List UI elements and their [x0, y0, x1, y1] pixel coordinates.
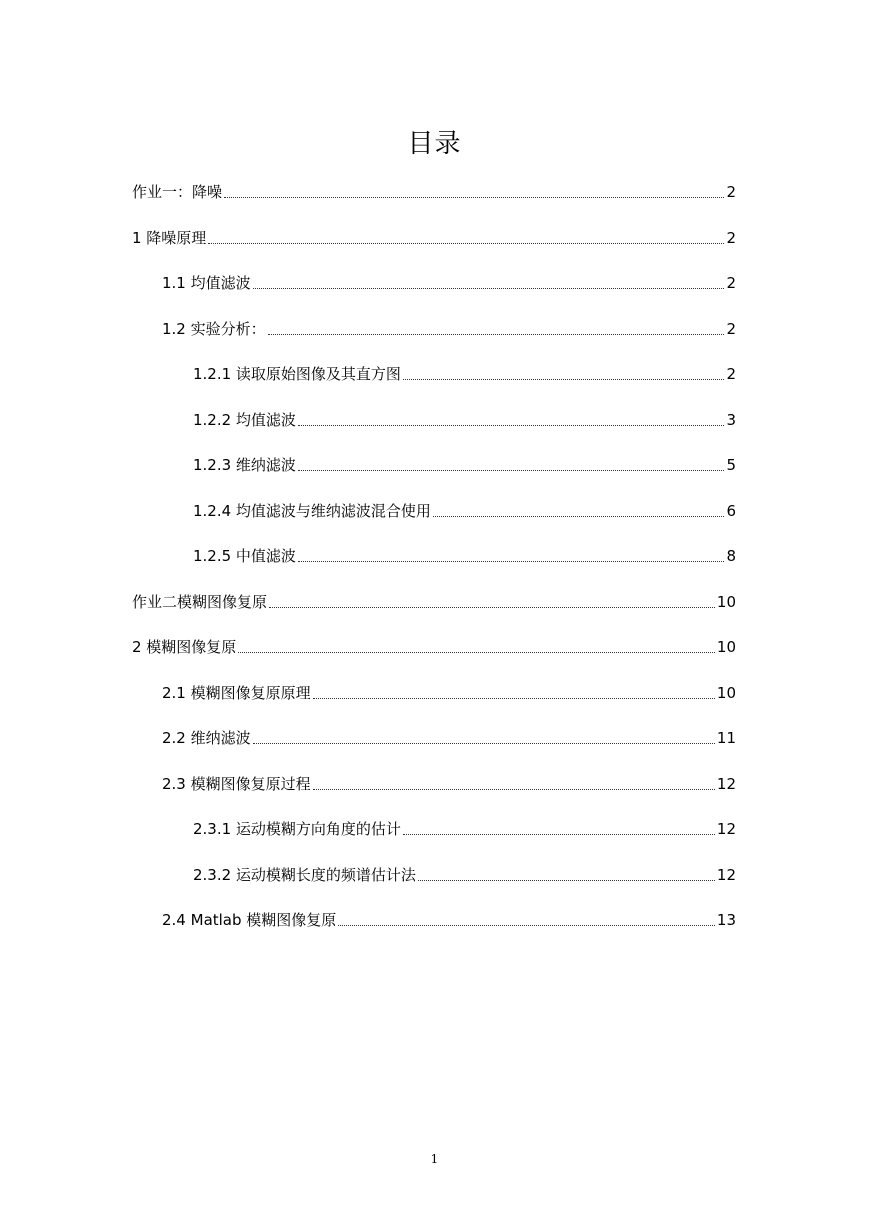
toc-dot-leader	[208, 243, 724, 244]
toc-entry-page: 6	[726, 502, 736, 520]
toc-entry[interactable]	[132, 633, 736, 657]
toc-entry-text: 1.2.4 均值滤波与维纳滤波混合使用	[193, 502, 431, 520]
toc-entry-text: 1.2 实验分析：	[162, 320, 266, 338]
toc-entry-page: 12	[716, 775, 736, 793]
toc-entry-text: 1 降噪原理	[132, 229, 207, 247]
toc-dot-leader	[433, 516, 725, 517]
toc-entry[interactable]	[132, 178, 736, 202]
toc-entry-text: 2.1 模糊图像复原原理	[162, 684, 311, 702]
toc-dot-leader	[238, 652, 715, 653]
toc-dot-leader	[224, 197, 724, 198]
toc-dot-leader	[298, 425, 725, 426]
toc-entry-page: 2	[726, 365, 736, 383]
toc-entry-text: 2.3.2 运动模糊长度的频谱估计法	[193, 866, 416, 884]
toc-entry-page: 8	[726, 547, 736, 565]
toc-entry[interactable]	[193, 360, 736, 384]
toc-entry-text: 1.2.5 中值滤波	[193, 547, 296, 565]
toc-entry-text: 2 模糊图像复原	[132, 638, 237, 656]
toc-dot-leader	[418, 880, 715, 881]
page-title: 目录	[407, 129, 462, 159]
toc-entry[interactable]	[193, 542, 736, 566]
toc-dot-leader	[269, 607, 715, 608]
toc-entry-page: 10	[716, 684, 736, 702]
toc-entry[interactable]	[193, 861, 736, 885]
toc-entry[interactable]	[193, 497, 736, 521]
toc-entry[interactable]	[132, 588, 736, 612]
toc-entry-text: 1.1 均值滤波	[162, 274, 251, 292]
toc-dot-leader	[313, 789, 715, 790]
toc-dot-leader	[298, 470, 725, 471]
toc-dot-leader	[403, 379, 725, 380]
toc-entry[interactable]	[162, 906, 736, 930]
toc-dot-leader	[268, 334, 725, 335]
toc-entry[interactable]	[162, 269, 736, 293]
toc-dot-leader	[298, 561, 725, 562]
toc-entry[interactable]	[162, 679, 736, 703]
toc-entry-text: 1.2.2 均值滤波	[193, 411, 296, 429]
toc-entry[interactable]	[193, 406, 736, 430]
toc-entry-page: 10	[716, 638, 736, 656]
toc-entry-text: 1.2.1 读取原始图像及其直方图	[193, 365, 401, 383]
toc-entry[interactable]	[162, 724, 736, 748]
toc-entry-text: 2.2 维纳滤波	[162, 729, 251, 747]
toc-entry-page: 2	[726, 274, 736, 292]
toc-dot-leader	[313, 698, 715, 699]
toc-entry-text: 2.3.1 运动模糊方向角度的估计	[193, 820, 401, 838]
toc-entry-page: 10	[716, 593, 736, 611]
page-number: 1	[430, 1152, 439, 1166]
toc-entry-page: 12	[716, 866, 736, 884]
toc-entry-text: 2.4 Matlab 模糊图像复原	[162, 911, 337, 929]
toc-entry-text: 作业一：降噪	[132, 183, 223, 201]
toc-dot-leader	[338, 925, 715, 926]
toc-entry-page: 2	[726, 320, 736, 338]
toc-entry[interactable]	[162, 315, 736, 339]
toc-entry-page: 2	[726, 229, 736, 247]
toc-dot-leader	[253, 288, 725, 289]
toc-entry-text: 2.3 模糊图像复原过程	[162, 775, 311, 793]
toc-entry-page: 13	[716, 911, 736, 929]
toc-entry-text: 1.2.3 维纳滤波	[193, 456, 296, 474]
toc-entry[interactable]	[132, 224, 736, 248]
toc-entry-page: 3	[726, 411, 736, 429]
toc-entry[interactable]	[162, 770, 736, 794]
toc-entry-page: 5	[726, 456, 736, 474]
toc-dot-leader	[403, 834, 715, 835]
toc-entry-page: 12	[716, 820, 736, 838]
toc-entry-text: 作业二模糊图像复原	[132, 593, 268, 611]
toc-entry-page: 11	[716, 729, 736, 747]
toc-entry[interactable]	[193, 451, 736, 475]
toc-entry-page: 2	[726, 183, 736, 201]
toc-entry[interactable]	[193, 815, 736, 839]
toc-dot-leader	[253, 743, 715, 744]
